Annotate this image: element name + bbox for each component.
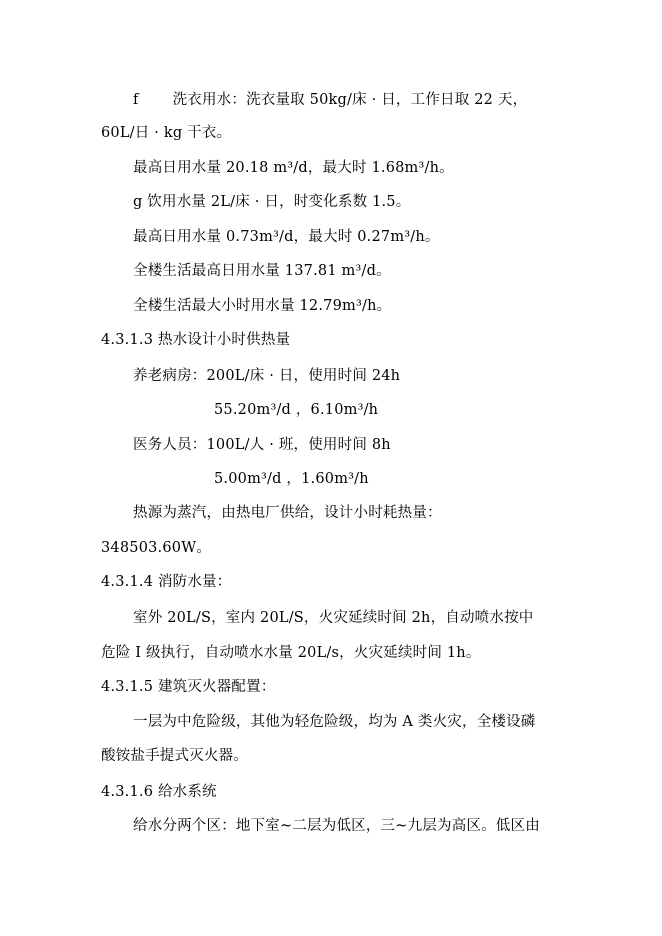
laundry-water-text: 洗衣用水：洗衣量取 50kg/床 · 日，工作日取 22 天， bbox=[172, 92, 528, 108]
fire-water-text: 室外 20L/S，室内 20L/S，火灾延续时间 2h，自动喷水按中 bbox=[133, 610, 534, 626]
medical-staff: 医务人员：100L/人 · 班，使用时间 8h bbox=[133, 437, 391, 453]
section-heading-hot-water: 4.3.1.3 热水设计小时供热量 bbox=[101, 332, 291, 348]
medical-staff-values: 5.00m³/d ，1.60m³/h bbox=[214, 471, 369, 487]
laundry-max-daily: 最高日用水量 20.18 m³/d，最大时 1.68m³/h。 bbox=[133, 160, 454, 176]
building-max-daily: 全楼生活最高日用水量 137.81 m³/d。 bbox=[133, 263, 391, 279]
drinking-water: g 饮用水量 2L/床 · 日，时变化系数 1.5。 bbox=[133, 194, 411, 210]
drinking-max-daily: 最高日用水量 0.73m³/d，最大时 0.27m³/h。 bbox=[133, 229, 440, 245]
heat-load-value: 348503.60W。 bbox=[101, 540, 212, 556]
elderly-ward: 养老病房：200L/床 · 日，使用时间 24h bbox=[133, 368, 401, 384]
water-supply-text: 给水分两个区：地下室~二层为低区，三~九层为高区。低区由 bbox=[133, 818, 540, 834]
laundry-water-continuation: 60L/日 · kg 干衣。 bbox=[101, 125, 232, 141]
elderly-ward-values: 55.20m³/d ，6.10m³/h bbox=[214, 402, 379, 418]
extinguisher-text: 一层为中危险级，其他为轻危险级，均为 A 类火灾，全楼设磷 bbox=[133, 714, 536, 730]
section-heading-fire-water: 4.3.1.4 消防水量： bbox=[101, 574, 232, 590]
heat-source: 热源为蒸汽，由热电厂供给，设计小时耗热量： bbox=[133, 505, 442, 521]
fire-water-continuation: 危险 I 级执行，自动喷水水量 20L/s，火灾延续时间 1h。 bbox=[101, 645, 481, 661]
item-label-f: f bbox=[133, 92, 139, 108]
paragraph-laundry-water bbox=[133, 90, 527, 110]
extinguisher-continuation: 酸铵盐手提式灭火器。 bbox=[101, 748, 248, 764]
building-max-hourly: 全楼生活最大小时用水量 12.79m³/h。 bbox=[133, 298, 392, 314]
section-heading-extinguishers: 4.3.1.5 建筑灭火器配置： bbox=[101, 679, 276, 695]
section-heading-water-supply: 4.3.1.6 给水系统 bbox=[101, 784, 217, 800]
